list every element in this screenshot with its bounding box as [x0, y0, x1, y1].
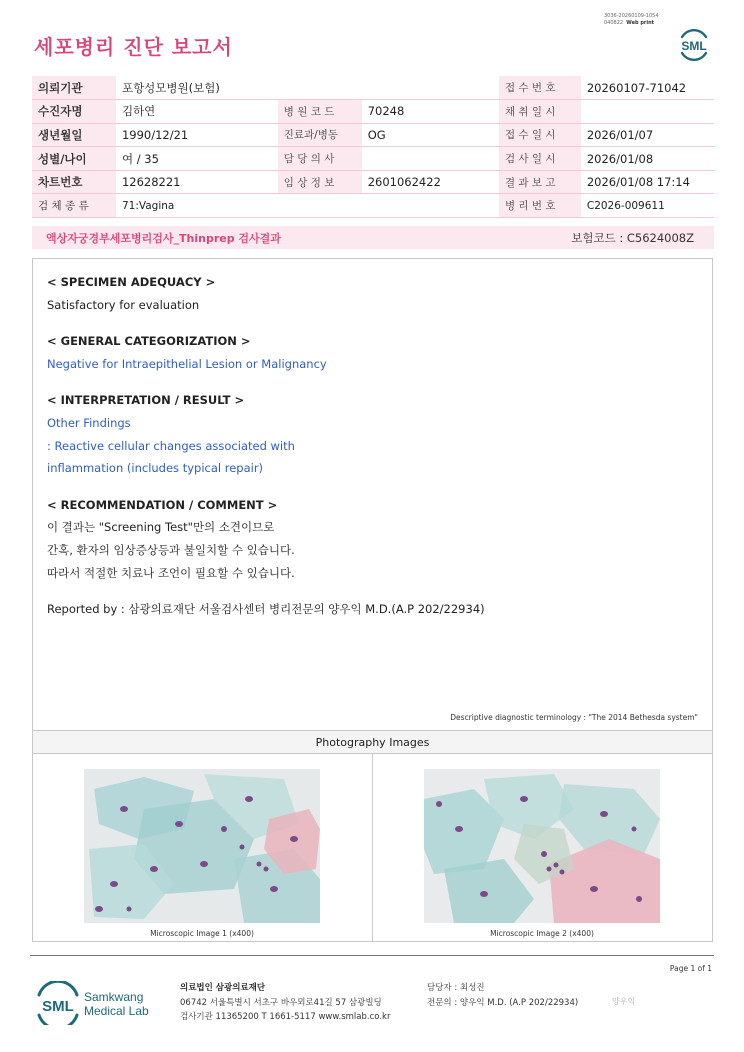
interpretation-line: inflammation (includes typical repair) [47, 461, 264, 476]
image-caption-2: Microscopic Image 2 (x400) [490, 929, 594, 938]
label-receipt-date: 접 수 일 시 [499, 123, 581, 147]
label-hospital-code: 병 원 코 드 [278, 100, 362, 124]
footer-divider [30, 955, 714, 956]
label-collection-date: 채 취 일 시 [499, 100, 581, 124]
info-row [32, 170, 714, 194]
value-department: OG [362, 123, 499, 147]
recommendation-heading: < RECOMMENDATION / COMMENT > [47, 497, 278, 512]
info-row [32, 100, 714, 124]
footer-organization [180, 981, 390, 1025]
photography-heading: Photography Images [33, 730, 712, 754]
value-attending-doctor [362, 147, 499, 171]
label-requesting-institution: 의뢰기관 [32, 76, 116, 100]
specimen-adequacy-text: Satisfactory for evaluation [47, 297, 200, 312]
value-clinical-info: 2601062422 [362, 170, 499, 194]
print-code-line2 [604, 20, 659, 27]
specialist-line: 전문의 : 양우익 M.D. (A.P 202/22934) [427, 997, 579, 1008]
general-categorization-heading: < GENERAL CATEGORIZATION > [47, 334, 251, 349]
value-result-report: 2026/01/08 17:14 [581, 170, 714, 194]
label-result-report: 결 과 보 고 [499, 170, 581, 194]
org-name: 의료법인 삼광의료재단 [180, 983, 266, 993]
samkwang-logo-mark: SML [42, 998, 74, 1015]
reported-by: Reported by : 삼광의료재단 서울검사센터 병리전문의 양우익 M.D.(A.P 202/22934) [47, 602, 485, 617]
value-patient-name: 김하연 [116, 100, 278, 124]
sml-logo [676, 25, 712, 61]
label-receipt-number: 접 수 번 호 [499, 76, 581, 100]
label-patient-name: 수진자명 [32, 100, 116, 124]
report-content [47, 271, 687, 621]
value-collection-date [581, 100, 714, 124]
sml-logo-text: SML [681, 39, 707, 53]
exam-bar [32, 226, 714, 249]
specimen-adequacy-heading: < SPECIMEN ADEQUACY > [47, 275, 216, 289]
org-contact: 검사기관 11365200 T 1661-5117 www.smlab.co.kr [180, 1012, 391, 1022]
report-title: 세포병리 진단 보고서 [34, 35, 233, 59]
recommendation-line: 간혹, 환자의 임상증상등과 불일치할 수 있습니다. [47, 542, 295, 557]
print-code [604, 13, 659, 27]
interpretation-heading: < INTERPRETATION / RESULT > [47, 393, 245, 408]
label-department: 진료과/병동 [278, 123, 362, 147]
print-code-line1: 3036-20260109-1054 [604, 13, 659, 19]
label-chart-number: 차트번호 [32, 170, 116, 194]
recommendation-line: 따라서 적절한 치료나 조언이 필요할 수 있습니다. [47, 565, 295, 580]
bethesda-note: Descriptive diagnostic terminology : "The 2014 Bethesda system" [450, 713, 698, 722]
interpretation-line: : Reactive cellular changes associated with [47, 438, 295, 453]
value-test-date: 2026/01/08 [581, 147, 714, 171]
microscopic-image-1 [84, 769, 320, 923]
label-pathology-number: 병 리 번 호 [499, 194, 581, 218]
label-birth-date: 생년월일 [32, 123, 116, 147]
label-specimen-type: 검 체 종 류 [32, 194, 116, 218]
signature: 양우익 [612, 997, 636, 1006]
value-birth-date: 1990/12/21 [116, 123, 278, 147]
image-caption-1: Microscopic Image 1 (x400) [150, 929, 254, 938]
label-attending-doctor: 담 당 의 사 [278, 147, 362, 171]
info-row [32, 123, 714, 147]
value-requesting-institution: 포항성모병원(보험) [116, 76, 499, 100]
label-test-date: 검 사 일 시 [499, 147, 581, 171]
samkwang-brand-line2: Medical Lab [84, 1004, 149, 1018]
insurance-code: 보험코드 : C5624008Z [571, 231, 694, 245]
report-box [32, 258, 713, 942]
label-clinical-info: 임 상 정 보 [278, 170, 362, 194]
value-chart-number: 12628221 [116, 170, 278, 194]
org-address: 06742 서울특별시 서초구 바우뫼로41길 57 삼광빌딩 [180, 997, 382, 1008]
manager-line: 담당자 : 최성진 [427, 983, 485, 993]
value-sex-age: 여 / 35 [116, 147, 278, 171]
value-receipt-number: 20260107-71042 [581, 76, 714, 100]
microscopic-image-2 [424, 769, 660, 923]
web-print-label: Web print [626, 20, 655, 26]
samkwang-logo [36, 981, 158, 1025]
photo-divider [372, 754, 373, 942]
samkwang-brand-line1: Samkwang [84, 990, 144, 1004]
info-row [32, 76, 714, 100]
info-row [32, 147, 714, 171]
general-categorization-text: Negative for Intraepithelial Lesion or Malignancy [47, 356, 327, 371]
info-row [32, 194, 714, 218]
label-sex-age: 성별/나이 [32, 147, 116, 171]
exam-name: 액상자궁경부세포병리검사_Thinprep 검사결과 [46, 232, 281, 245]
value-hospital-code: 70248 [362, 100, 499, 124]
patient-info-table [32, 76, 714, 218]
footer-signatories [427, 981, 578, 1010]
print-code-id: 040822 [604, 20, 624, 26]
interpretation-line: Other Findings [47, 415, 131, 430]
value-specimen-type: 71:Vagina [116, 194, 499, 218]
value-receipt-date: 2026/01/07 [581, 123, 714, 147]
recommendation-line: 이 결과는 "Screening Test"만의 소견이므로 [47, 520, 275, 535]
page-number: Page 1 of 1 [669, 964, 712, 973]
value-pathology-number: C2026-009611 [581, 194, 714, 218]
